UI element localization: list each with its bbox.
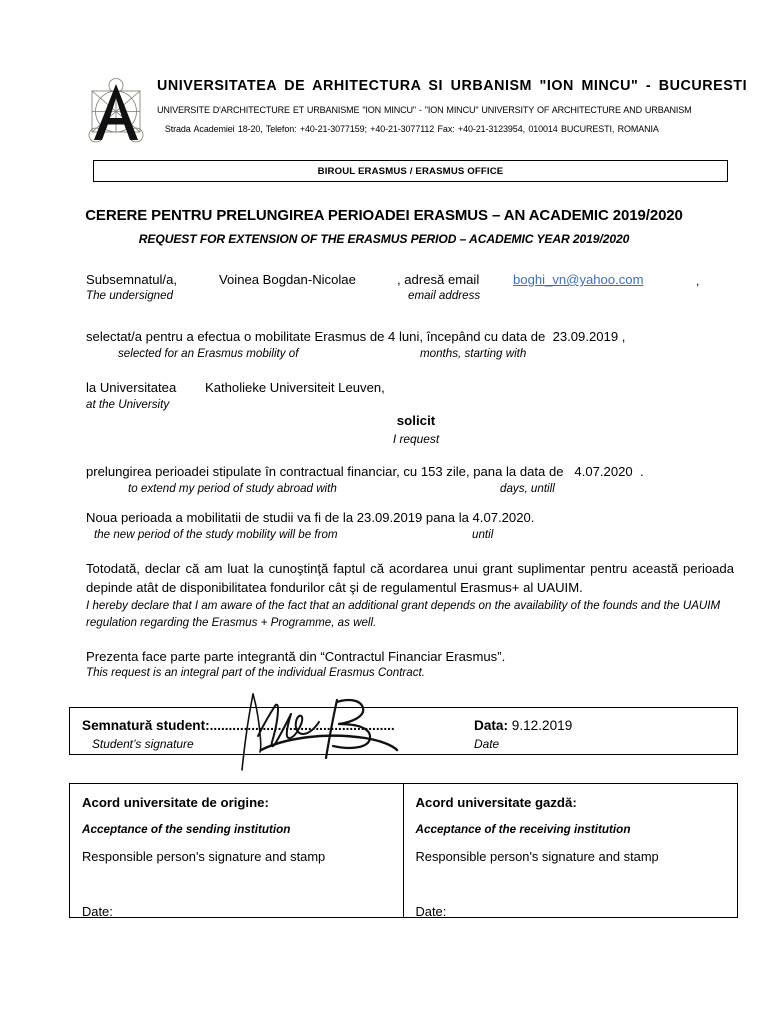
receiving-title-en: Acceptance of the receiving institution [415, 823, 631, 836]
student-email-link[interactable]: boghi_vn@yahoo.com [513, 272, 644, 287]
integral-part-en: This request is an integral part of the individual Erasmus Contract. [86, 666, 425, 679]
undersigned-label: Subsemnatul/a, [86, 272, 177, 287]
student-signature-label: Semnatură student:................................................. [82, 718, 395, 733]
host-university-value: Katholieke Universiteit Leuven, [205, 380, 385, 395]
extension-line-en-days: days, untill [500, 482, 555, 495]
page-title: CERERE PENTRU PRELUNGIREA PERIOADEI ERASMUS – AN ACADEMIC 2019/2020 [85, 207, 683, 224]
acceptance-cell-sending [70, 784, 404, 917]
student-name-value: Voinea Bogdan-Nicolae [219, 272, 356, 287]
receiving-date-label: Date: [415, 904, 447, 919]
new-period-line-en: the new period of the study mobility will be from [94, 528, 338, 541]
student-signature-label-en: Student’s signature [92, 737, 194, 751]
signature-date-label: Data: [474, 718, 508, 733]
uauim-letter-a-logo-icon [85, 76, 147, 150]
signature-date-value: 9.12.2019 [511, 718, 573, 733]
erasmus-office-label: BIROUL ERASMUS / ERASMUS OFFICE [317, 165, 504, 177]
selected-line-en-months: months, starting with [420, 347, 527, 360]
signature-date [474, 718, 572, 733]
integral-part-block [86, 649, 505, 679]
email-label-en: email address [408, 289, 481, 302]
selected-line-en: selected for an Erasmus mobility of [118, 347, 299, 360]
sending-title-en: Acceptance of the sending institution [82, 823, 291, 836]
declaration-en: I hereby declare that I am aware of the fact that an additional grant depends on the availability of the founds and the UAUIM regulation regarding the Erasmus + Programme, as well. [86, 599, 721, 629]
signature-date-label-en: Date [474, 737, 500, 751]
letterhead [85, 76, 748, 150]
undersigned-label-en: The undersigned [86, 289, 174, 302]
signature-box [69, 707, 738, 755]
extension-line-en: to extend my period of study abroad with [128, 482, 337, 495]
declaration-ro: Totodată, declar că am luat la cunoştinţă faptul că acordarea unui grant suplimentar pentru această perioada depinde atât de disponibilitatea fondurilor cât şi de regulamentul Erasmus+ al UAUIM. [86, 561, 734, 595]
institution-name: UNIVERSITATEA DE ARHITECTURA SI URBANISM "ION MINCU" - BUCURESTI [157, 78, 748, 94]
receiving-responsible: Responsible person's signature and stamp [415, 849, 659, 864]
declaration-block [86, 560, 734, 631]
request-word: solicit [396, 413, 436, 428]
email-label: , adresă email [397, 272, 480, 287]
new-period-line-en-until: until [472, 528, 494, 541]
request-word-en: I request [392, 432, 440, 446]
sending-date-label: Date: [82, 904, 113, 919]
institution-address: Strada Academiei 18-20, Telefon: +40-21-3077159; +40-21-3077112 Fax: +40-21-3123954, 010014 BUCURESTI, ROMANIA [164, 123, 659, 134]
extension-line: prelungirea perioadei stipulate în contractual financiar, cu 153 zile, pana la data de 4.07.2020 . [86, 464, 644, 479]
selected-line: selectat/a pentru a efectua o mobilitate Erasmus de 4 luni, începând cu data de 23.09.2019 , [86, 329, 626, 344]
trailing-comma: , [696, 274, 700, 288]
university-label-en: at the University [86, 398, 170, 411]
new-period-line: Noua perioada a mobilitatii de studii va fi de la 23.09.2019 pana la 4.07.2020. [86, 510, 535, 525]
acceptance-cell-receiving [404, 784, 738, 917]
sending-title: Acord universitate de origine: [82, 795, 269, 810]
receiving-title: Acord universitate gazdă: [415, 795, 577, 810]
sending-responsible: Responsible person's signature and stamp [82, 849, 326, 864]
integral-part-ro: Prezenta face parte parte integrantă din “Contractul Financiar Erasmus”. [86, 649, 506, 664]
acceptance-table [69, 783, 738, 918]
erasmus-office-banner [93, 160, 728, 182]
page-subtitle: REQUEST FOR EXTENSION OF THE ERASMUS PERIOD – ACADEMIC YEAR 2019/2020 [138, 232, 630, 246]
institution-name-translated: UNIVERSITE D'ARCHITECTURE ET URBANISME "ION MINCU" - "ION MINCU" UNIVERSITY OF ARCHITECTURE AND URBANISM [157, 104, 692, 115]
university-label: la Universitatea [86, 380, 177, 395]
